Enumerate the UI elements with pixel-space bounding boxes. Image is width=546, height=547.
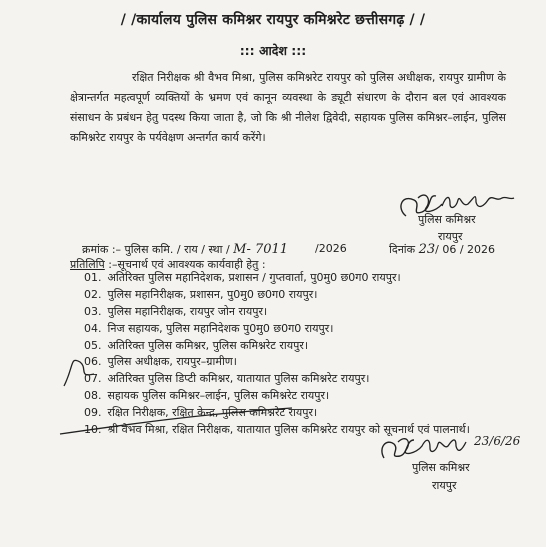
reference-number-handwritten: M- 7011 (233, 242, 289, 257)
reference-date-suffix: / 06 / 2026 (435, 243, 496, 256)
signature-2-designation: पुलिस कमिश्नर (412, 461, 470, 474)
order-body (70, 68, 506, 148)
reference-number (82, 242, 288, 257)
reference-year: /2026 (315, 242, 347, 255)
reference-date-handwritten: 23 (418, 242, 436, 257)
order-paragraph: रक्षित निरीक्षक श्री वैभव मिश्रा, पुलिस कमिश्नरेट रायपुर को पुलिस अधीक्षक, रायपुर ग्रामीण के क्षेत्रान्तर्गत महत्वपूर्ण व्यक्तियों के भ्रमण एवं कानून व्यवस्था के ड्यूटी संधारण के दौरान बल एवं आवश्यक संसाधन के प्रबंधन हेतु पदस्थ किया जाता है, जो कि श्री नीलेश द्विवेदी, सहायक पुलिस कमिश्नर–लाईन, पुलिस कमिश्नरेट रायपुर के पर्यवेक्षण अन्तर्गत कार्य करेंगे। (70, 71, 506, 144)
signature-1-place: रायपुर (438, 230, 463, 243)
signature-2-date: 23/6/26 (474, 434, 521, 448)
list-item: 02. पुलिस महानिरीक्षक, प्रशासन, पु0मु0 छ0ग0 रायपुर। (84, 287, 318, 301)
copy-text: :–सूचनार्थ एवं आवश्यक कार्यवाही हेतु : (108, 258, 266, 271)
reference-date (389, 242, 495, 257)
list-item: 07. अतिरिक्त पुलिस डिप्टी कमिश्नर, यातायात पुलिस कमिश्नरेट रायपुर। (84, 372, 370, 386)
reference-date-prefix: दिनांक (389, 243, 416, 256)
office-header: / /कार्यालय पुलिस कमिश्नर रायपुर कमिश्नरेट छत्तीसगढ़ / / (120, 12, 426, 28)
list-item: 01. अतिरिक्त पुलिस महानिदेशक, प्रशासन / गुप्तवार्ता, पु0मु0 छ0ग0 रायपुर। (84, 271, 401, 284)
list-item: 06. पुलिस अधीक्षक, रायपुर–ग्रामीण। (84, 355, 237, 369)
list-item: 04. निज सहायक, पुलिस महानिदेशक पु0मु0 छ0ग0 रायपुर। (84, 321, 334, 335)
order-title: ::: आदेश ::: (239, 43, 307, 58)
list-item: 09. रक्षित निरीक्षक, रक्षित केन्द्र, पुलिस कमिश्नरेट रायपुर। (84, 406, 318, 420)
copy-label: प्रतिलिपि (70, 258, 105, 271)
list-item: 10. श्री वैभव मिश्रा, रक्षित निरीक्षक, यातायात पुलिस कमिश्नरेट रायपुर को सूचनार्थ एवं पालनार्थ। (84, 423, 470, 437)
list-item: 03. पुलिस महानिरीक्षक, रायपुर जोन रायपुर। (84, 304, 268, 318)
signature-2-place: रायपुर (432, 479, 457, 492)
reference-number-prefix: क्रमांक :– पुलिस कमि. / राय / स्था / (82, 243, 230, 256)
signature-1-designation: पुलिस कमिश्नर (418, 213, 476, 226)
list-item: 05. अतिरिक्त पुलिस कमिश्नर, पुलिस कमिश्नरेट रायपुर। (84, 338, 308, 352)
recipients-list (84, 270, 504, 439)
list-item: 08. सहायक पुलिस कमिश्नर–लाईन, पुलिस कमिश्नरेट रायपुर। (84, 389, 330, 403)
